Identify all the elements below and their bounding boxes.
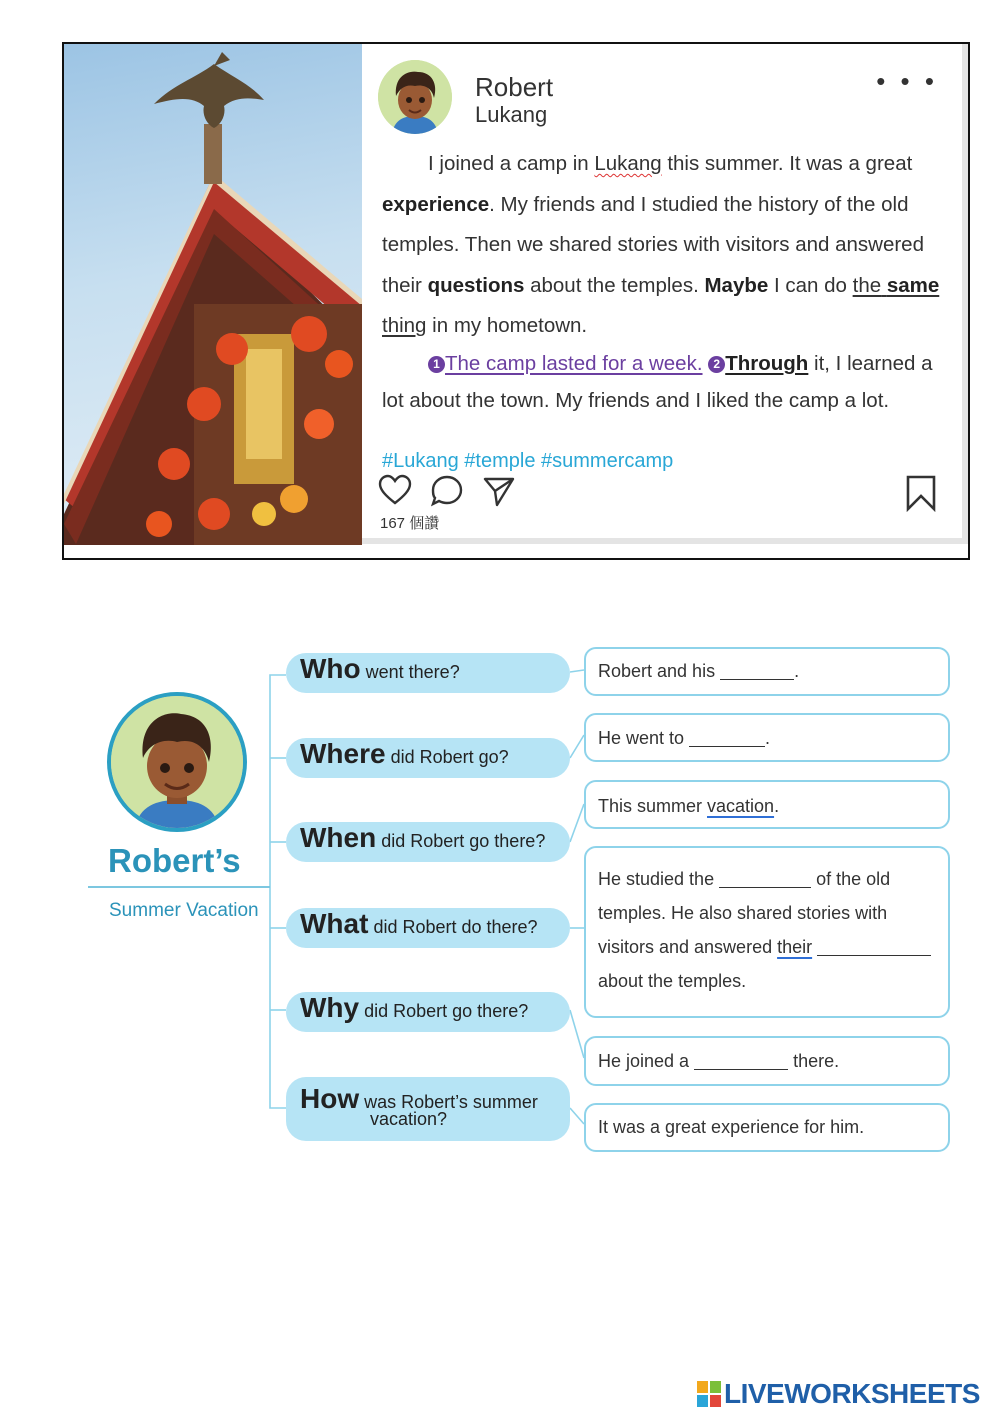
boy-portrait-icon: [111, 696, 243, 828]
question-rest: was Robert’s summer: [359, 1092, 538, 1112]
p2-rest: it, I learned a lot about the town. My friends and I liked the camp a lot.: [382, 351, 933, 412]
p1-text-b: this summer. It was a great: [661, 152, 913, 175]
p1-text-c: . My friends and I studied the history of the old temples. Then we shared stories with visitors and answered their: [382, 192, 924, 297]
answer-their: their: [777, 937, 813, 957]
p2-sentence-1: The camp lasted for a week.: [445, 351, 703, 375]
answer-text: This summer: [598, 796, 708, 816]
question-rest: did Robert go there?: [359, 1001, 529, 1021]
answer-when: [584, 780, 950, 829]
answer-text: .: [794, 661, 800, 681]
answer-line: [598, 862, 936, 896]
answer-text: He joined a: [598, 1051, 695, 1071]
blank-why[interactable]: [694, 1052, 788, 1070]
answer-text: He studied the: [598, 869, 720, 889]
answer-text: there.: [788, 1051, 840, 1071]
p1-lukang: Lukang: [594, 152, 662, 175]
answer-text: Robert and his: [598, 661, 721, 681]
title-divider: [88, 886, 270, 888]
question-word: When: [300, 822, 377, 853]
question-where: [286, 738, 570, 778]
p1-thing: thing: [382, 314, 427, 337]
p1-text-e: I can do: [768, 273, 853, 297]
p1-questions: questions: [427, 273, 525, 297]
answer-line: [598, 930, 936, 964]
question-rest: did Robert do there?: [368, 917, 538, 937]
map-subtitle: Summer Vacation: [109, 900, 259, 921]
map-title: Robert’s: [108, 842, 241, 879]
author-name[interactable]: Robert: [475, 72, 554, 102]
p1-same: same: [886, 273, 940, 297]
marker-1: 1: [428, 356, 445, 373]
question-who: [286, 653, 570, 693]
blank-what-2[interactable]: [817, 938, 931, 956]
answer-line: temples. He also shared stories with: [598, 903, 888, 923]
more-options-icon[interactable]: • • •: [876, 66, 938, 96]
question-rest-line2: vacation?: [370, 1109, 448, 1129]
hashtags[interactable]: #Lukang #temple #summercamp: [382, 450, 674, 472]
question-rest: did Robert go there?: [376, 831, 546, 851]
p1-the: the: [852, 273, 882, 297]
answer-what: [584, 846, 950, 1018]
p1-text-f: in my hometown.: [426, 314, 588, 337]
question-what: [286, 908, 570, 948]
answer-text: visitors and answered: [598, 937, 778, 957]
liveworksheets-logo-icon: [697, 1381, 721, 1407]
question-word: What: [300, 908, 369, 939]
p1-maybe: Maybe: [704, 273, 769, 297]
answer-when-vacation: vacation: [707, 796, 775, 816]
answer-text: of the old: [811, 869, 891, 889]
answer-why: [584, 1036, 950, 1086]
blank-who[interactable]: [720, 662, 794, 680]
answer-where: [584, 713, 950, 762]
blank-what-1[interactable]: [719, 870, 811, 888]
question-how: [286, 1077, 570, 1141]
marker-2: 2: [708, 356, 725, 373]
p1-experience: experience: [382, 192, 490, 216]
p1-text-d: about the temples.: [524, 273, 705, 297]
p1-text-a: I joined a camp in: [428, 152, 595, 175]
question-rest: went there?: [360, 662, 460, 682]
liveworksheets-logo[interactable]: LIVEWORKSHEETS: [724, 1378, 980, 1409]
question-why: [286, 992, 570, 1032]
blank-where[interactable]: [689, 729, 765, 747]
question-word: How: [300, 1083, 360, 1114]
robert-portrait: [107, 692, 247, 832]
question-when: [286, 822, 570, 862]
answer-text: He went to: [598, 728, 690, 748]
answer-line: about the temples.: [598, 971, 747, 991]
answer-how: [584, 1103, 950, 1152]
like-count: 167 個讚: [380, 515, 440, 532]
answer-text: It was a great experience for him.: [598, 1117, 865, 1137]
answer-text: .: [774, 796, 780, 816]
post-location[interactable]: Lukang: [475, 102, 548, 127]
question-word: Who: [300, 653, 361, 684]
answer-text: .: [765, 728, 771, 748]
answer-who: [584, 647, 950, 696]
question-word: Why: [300, 992, 360, 1023]
p2-through: Through: [725, 351, 809, 375]
question-word: Where: [300, 738, 386, 769]
question-rest: did Robert go?: [385, 747, 509, 767]
